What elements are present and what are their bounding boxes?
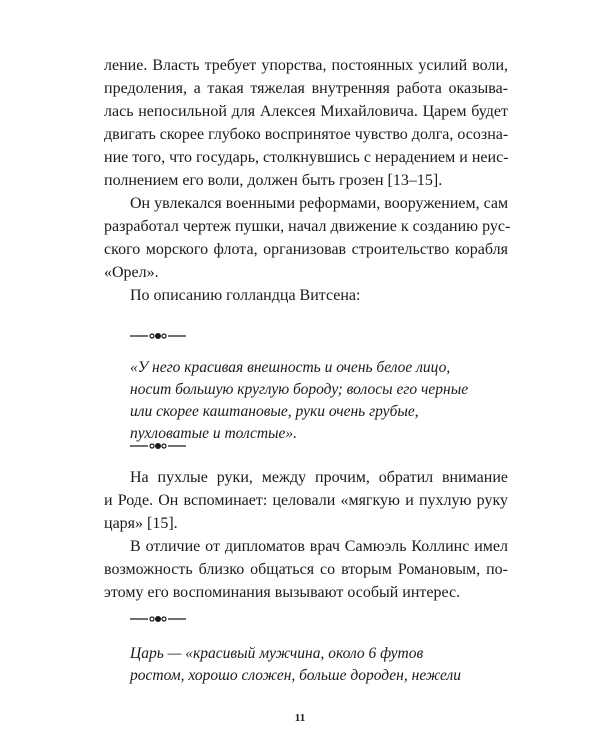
text-line: этому его воспоминания вызывают особый интерес. [104, 584, 461, 601]
page-number: 11 [294, 712, 306, 724]
quote-line: «У него красивая внешность и очень белое лицо, [130, 359, 451, 376]
paragraph-witsen-intro [104, 284, 508, 307]
paragraph-collins [104, 535, 508, 604]
paragraph-rode [104, 466, 508, 535]
text-line: и Роде. Он вспоминает: целовали «мягкую и пухлую руку [104, 492, 508, 509]
text-line: возможность близко общаться со вторым Романовым, по- [104, 561, 508, 578]
text-line: разработал чертеж пушки, начал движение к созданию рус- [104, 218, 511, 235]
quote-collins [130, 643, 500, 687]
text-line: двигать скорее глубоко воспринятое чувство долга, осозна- [104, 126, 509, 143]
text-line: лась непосильной для Алексея Михайловича. Царем будет [104, 103, 508, 120]
text-line: полнением его воли, должен быть грозен [13–15]. [104, 172, 443, 189]
text-line: ление. Власть требует упорства, постоянных усилий воли, [104, 57, 508, 74]
text-line: В отличие от дипломатов врач Самюэль Коллинс имел [130, 538, 508, 555]
quote-witsen [130, 357, 500, 445]
quote-line: пухловатые и толстые». [130, 425, 298, 442]
quote-line: носит большую круглую бороду; волосы его черные [130, 381, 469, 398]
ornament-divider [130, 614, 186, 624]
quote-line: ростом, хорошо сложен, больше дороден, нежели [130, 667, 462, 684]
paragraph-continuation [104, 54, 508, 192]
text-line: На пухлые руки, между прочим, обратил внимание [130, 469, 508, 486]
text-line: Он увлекался военными реформами, вооружением, сам [130, 195, 509, 212]
quote-line: или скорее каштановые, руки очень грубые, [130, 403, 419, 420]
paragraph-military-reforms [104, 192, 511, 284]
text-line: ского морского флота, организовав строительство корабля [104, 241, 508, 258]
text-line: царя» [15]. [104, 515, 178, 532]
quote-line: Царь — «красивый мужчина, около 6 футов [130, 645, 424, 662]
ornament-divider [130, 441, 186, 451]
text-line: предоления, а такая тяжелая внутренняя работа оказыва- [104, 80, 508, 97]
text-line: По описанию голландца Витсена: [130, 287, 361, 304]
ornament-divider [130, 331, 186, 341]
text-line: ние того, что государь, столкнувшись с нерадением и неис- [104, 149, 509, 166]
text-line: «Орел». [104, 264, 159, 281]
